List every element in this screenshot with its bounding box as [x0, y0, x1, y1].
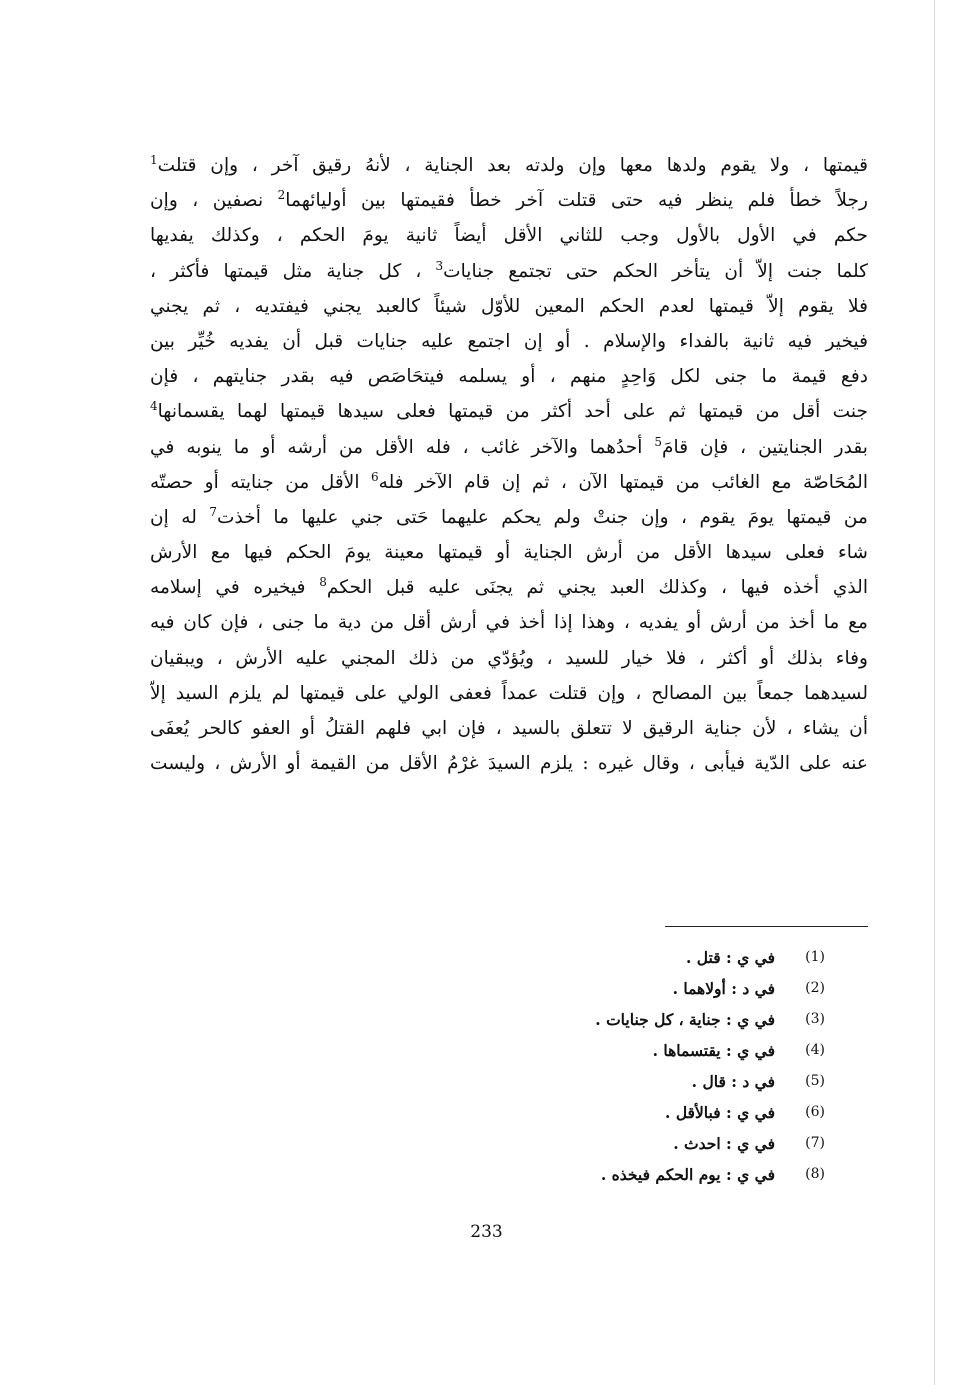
footnote-item: [465, 1035, 825, 1066]
text-line: [150, 465, 868, 500]
text-segment: قيمتها ، ولا يقوم ولدها معها وإن ولدته بعد الجناية ، لأنهُ رقيق آخر ، وإن قتلت: [157, 155, 868, 176]
footnote-text: في د : أولاهما .: [672, 979, 775, 998]
text-line: [150, 535, 868, 570]
footnote-text: في ي : يقتسماها .: [652, 1041, 775, 1060]
text-line: [150, 605, 868, 640]
footnote-text: في ي : قتل .: [686, 948, 775, 967]
text-segment: وفاء بذلك أو أكثر ، فلا خيار للسيد ، ويُؤدّي من ذلك المجني عليه الأرش ، ويبقيان: [150, 647, 868, 669]
footnote-item: [465, 973, 825, 1004]
text-segment: جنت أقل من قيمتها ثم على أحد أكثر من قيمتها فعلى سيدها قيمتها لهما يقسمانها: [157, 401, 868, 423]
footnote-item: [465, 1066, 825, 1097]
text-segment: فيخير فيه ثانية بالفداء والإسلام . أو إن اجتمع عليه جنايات قبل أن يفديه خُيِّر بين: [150, 330, 868, 352]
text-line: [150, 183, 868, 218]
text-segment: دفع قيمة ما جنى لكل وَاحِدٍ منهم ، أو يسلمه فيتحَاصَص فيه بقدر جنايتهم ، فإن: [150, 366, 868, 388]
footnote-number: (5): [805, 1073, 825, 1089]
footnote-number: (4): [805, 1042, 825, 1058]
footnote-item: [465, 1097, 825, 1128]
footnote-number: (8): [805, 1166, 825, 1182]
text-line: [150, 711, 868, 746]
footnote-ref[interactable]: 8: [319, 575, 327, 590]
footnote-ref[interactable]: 5: [654, 434, 663, 449]
text-line: [150, 746, 868, 781]
text-line: [150, 394, 868, 429]
text-segment: نصفين ، وإن: [150, 190, 278, 212]
text-segment: ، كل جناية مثل قيمتها فأكثر ،: [150, 260, 436, 282]
text-segment: مع ما أخذ من أرش أو يفديه ، وهذا إذا أخذ في أرش أقل من دية ما جنى ، فإن كان فيه: [150, 612, 868, 634]
text-segment: لسيدهما جمعاً بين المصالح ، وإن قتلت عمداً فعفى الولي على قيمتها لم يلزم السيد إلاّ: [150, 682, 868, 704]
footnote-ref[interactable]: 4: [150, 399, 158, 414]
text-segment: عنه على الدّية فيأبى ، وقال غيره : يلزم السيدَ غرْمُ الأقل من القيمة أو الأرش ، وليست: [150, 753, 868, 775]
footnote-text: في ي : احدث .: [673, 1134, 775, 1153]
text-line: [150, 676, 868, 711]
text-line: [150, 289, 868, 324]
footnote-number: (6): [805, 1104, 825, 1120]
footnote-item: [465, 942, 825, 973]
footnote-ref[interactable]: 3: [435, 258, 444, 273]
footnote-ref[interactable]: 2: [277, 188, 286, 202]
text-segment: المُحَاصّة مع الغائب من قيمتها الآن ، ثم إن قام الآخر فله: [378, 471, 868, 493]
footnote-number: (3): [805, 1011, 825, 1027]
text-line: [150, 430, 868, 465]
text-segment: الذي أخذه فيها ، وكذلك العبد يجني ثم يجنَى عليه قبل الحكم: [326, 577, 868, 599]
text-line: [150, 570, 868, 605]
text-segment: من قيمتها يومَ يقوم ، وإن جنتْ ولم يحكم عليهما حَتى جني عليها ما أخذت: [216, 506, 868, 528]
text-line: [150, 500, 868, 535]
footnote-ref[interactable]: 7: [209, 504, 217, 519]
footnote-text: في ي : يوم الحكم فيخذه .: [600, 1165, 775, 1184]
text-segment: الأقل من جنايته أو حصتّه: [150, 471, 371, 493]
footnotes: [465, 942, 825, 1190]
footnote-item: [465, 1128, 825, 1159]
text-segment: أحدُهما والآخر غائب ، فله الأقل من أرشه أو ما ينوبه في: [150, 436, 655, 458]
text-segment: كلما جنت إلاّ أن يتأخر الحكم حتى تجتمع جنايات: [443, 260, 868, 282]
text-segment: أن يشاء ، لأن جناية الرقيق لا تتعلق بالسيد ، فإن ابي فلهم القتلُ أو العفو كالحر يُعفَى: [150, 718, 868, 739]
text-line: [150, 218, 868, 253]
text-segment: بقدر الجنايتين ، فإن قامَ: [662, 436, 868, 458]
text-segment: حكم في الأول بالأول وجب للثاني الأقل أيضاً ثانية يومَ الحكم ، وكذلك يفديها: [150, 225, 868, 247]
footnote-number: (7): [805, 1135, 825, 1151]
text-line: [150, 641, 868, 676]
text-line: [150, 359, 868, 394]
text-segment: شاء فعلى سيدها الأقل من أرش الجناية أو قيمتها معينة يومَ الحكم فيها مع الأرش: [150, 542, 868, 564]
footnote-number: (2): [805, 980, 825, 996]
footnote-item: [465, 1004, 825, 1035]
text-segment: له إن: [150, 506, 210, 528]
page-number: 233: [470, 1222, 503, 1242]
footnote-number: (1): [805, 949, 825, 965]
footnote-text: في د : قال .: [691, 1072, 775, 1091]
footnote-text: في ي : فبالأقل .: [665, 1103, 775, 1122]
main-text: [150, 148, 868, 781]
text-line: [150, 148, 868, 183]
text-segment: فلا يقوم إلاّ قيمتها لعدم الحكم المعين للأوّل شيئاً كالعبد يجني فيفتديه ، ثم يجني: [150, 295, 868, 317]
footnote-text: في ي : جناية ، كل جنايات .: [595, 1010, 775, 1029]
text-line: [150, 254, 868, 289]
footnote-item: [465, 1159, 825, 1190]
text-line: [150, 324, 868, 359]
text-segment: فيخيره في إسلامه: [150, 577, 320, 599]
footnote-ref[interactable]: 1: [150, 152, 158, 167]
footnote-separator: [665, 926, 868, 927]
text-segment: رجلاً خطأ فلم ينظر فيه حتى قتلت آخر خطأ فقيمتها بين أوليائهما: [285, 190, 868, 212]
footnote-ref[interactable]: 6: [371, 469, 379, 484]
page-edge: [934, 0, 935, 1385]
